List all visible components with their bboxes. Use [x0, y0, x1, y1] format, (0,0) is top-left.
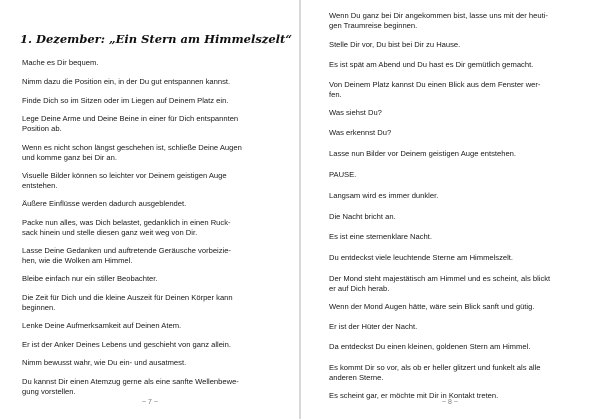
text-line: Es ist eine sternenklare Nacht. [329, 232, 432, 241]
text-line: Du kannst Dir einen Atemzug gerne als eine sanfte Wellenbewe- [22, 377, 239, 386]
text-line: anderen Sterne. [329, 373, 384, 382]
paragraph [329, 253, 583, 263]
text-line: er auf Dich herab. [329, 284, 390, 293]
text-line: Es scheint gar, er möchte mit Dir in Kontakt treten. [329, 391, 499, 400]
text-line: hen, wie die Wolken am Himmel. [22, 256, 133, 265]
paragraph [22, 321, 275, 331]
paragraph [329, 149, 583, 159]
text-line: Es ist spät am Abend und Du hast es Dir gemütlich gemacht. [329, 60, 534, 69]
paragraph [22, 114, 275, 134]
text-line: Mache es Dir bequem. [22, 58, 99, 67]
text-line: entstehen. [22, 181, 58, 190]
page-number-left: ~ 7 ~ [142, 399, 158, 406]
text-line: Lenke Deine Aufmerksamkeit auf Deinen Atem. [22, 321, 182, 330]
paragraph [329, 108, 583, 118]
page-number-right: ~ 8 ~ [442, 399, 458, 406]
text-line: und komme ganz bei Dir an. [22, 153, 117, 162]
text-line: Lege Deine Arme und Deine Beine in einer für Dich entspannten [22, 114, 239, 123]
text-line: fen. [329, 90, 342, 99]
text-line: Von Deinem Platz kannst Du einen Blick aus dem Fenster wer- [329, 80, 541, 89]
paragraph [329, 80, 583, 100]
paragraph [22, 218, 275, 238]
paragraph [22, 274, 275, 284]
text-line: Wenn der Mond Augen hätte, wäre sein Blick sanft und gütig. [329, 302, 535, 311]
text-line: Lasse Deine Gedanken und auftretende Geräusche vorbeizie- [22, 246, 231, 255]
paragraph [329, 11, 583, 31]
paragraph [329, 212, 583, 222]
text-line: Visuelle Bilder können so leichter vor Deinem geistigen Auge [22, 171, 227, 180]
text-line: Die Nacht bricht an. [329, 212, 396, 221]
text-line: Langsam wird es immer dunkler. [329, 191, 439, 200]
paragraph [329, 128, 583, 138]
text-line: Position ab. [22, 124, 62, 133]
text-line: sack hinein und stelle diesen ganz weit weg von Dir. [22, 228, 198, 237]
paragraph [329, 274, 583, 294]
paragraph [22, 199, 275, 209]
text-line: Nimm dazu die Position ein, in der Du gut entspannen kannst. [22, 77, 231, 86]
text-line: Es kommt Dir so vor, als ob er heller glitzert und funkelt als alle [329, 363, 541, 372]
text-line: Bleibe einfach nur ein stiller Beobachter. [22, 274, 158, 283]
text-line: Der Mond steht majestätisch am Himmel und es scheint, als blickt [329, 274, 551, 283]
text-line: Packe nun alles, was Dich belastet, gedanklich in einen Ruck- [22, 218, 231, 227]
text-line: Stelle Dir vor, Du bist bei Dir zu Hause. [329, 40, 461, 49]
text-line: Finde Dich so im Sitzen oder im Liegen auf Deinem Platz ein. [22, 96, 229, 105]
paragraph [22, 58, 275, 68]
text-line: Lasse nun Bilder vor Deinem geistigen Auge entstehen. [329, 149, 517, 158]
paragraph [22, 340, 275, 350]
paragraph [22, 358, 275, 368]
text-line: Was erkennst Du? [329, 128, 392, 137]
paragraph [22, 96, 275, 106]
text-line: Die Zeit für Dich und die kleine Auszeit für Deinen Körper kann [22, 293, 233, 302]
text-line: Du entdeckst viele leuchtende Sterne am Himmelszelt. [329, 253, 514, 262]
text-line: Er ist der Hüter der Nacht. [329, 322, 418, 331]
text-line: Nimm bewusst wahr, wie Du ein- und ausatmest. [22, 358, 187, 367]
paragraph [329, 170, 583, 180]
paragraph [22, 246, 275, 266]
paragraph [329, 302, 583, 312]
paragraph [329, 191, 583, 201]
text-line: Was siehst Du? [329, 108, 382, 117]
text-line: Äußere Einflüsse werden dadurch ausgeblendet. [22, 199, 187, 208]
paragraph [22, 77, 275, 87]
text-line: beginnen. [22, 303, 56, 312]
chapter-title: 1. Dezember: „Ein Stern am Himmelszelt“ [20, 32, 292, 46]
text-line: Er ist der Anker Deines Lebens und geschieht von ganz allein. [22, 340, 231, 349]
text-line: gen Traumreise beginnen. [329, 21, 418, 30]
text-line: PAUSE. [329, 170, 357, 179]
paragraph [329, 232, 583, 242]
paragraph [22, 143, 275, 163]
text-line: gung vorstellen. [22, 387, 76, 396]
paragraph [329, 363, 583, 383]
text-line: Wenn Du ganz bei Dir angekommen bist, lasse uns mit der heuti- [329, 11, 548, 20]
paragraph [22, 171, 275, 191]
paragraph [22, 293, 275, 313]
paragraph [329, 60, 583, 70]
text-line: Da entdeckst Du einen kleinen, goldenen Stern am Himmel. [329, 342, 531, 351]
paragraph [22, 377, 275, 397]
paragraph [329, 342, 583, 352]
paragraph [329, 40, 583, 50]
paragraph [329, 322, 583, 332]
text-line: Wenn es nicht schon längst geschehen ist, schließe Deine Augen [22, 143, 242, 152]
